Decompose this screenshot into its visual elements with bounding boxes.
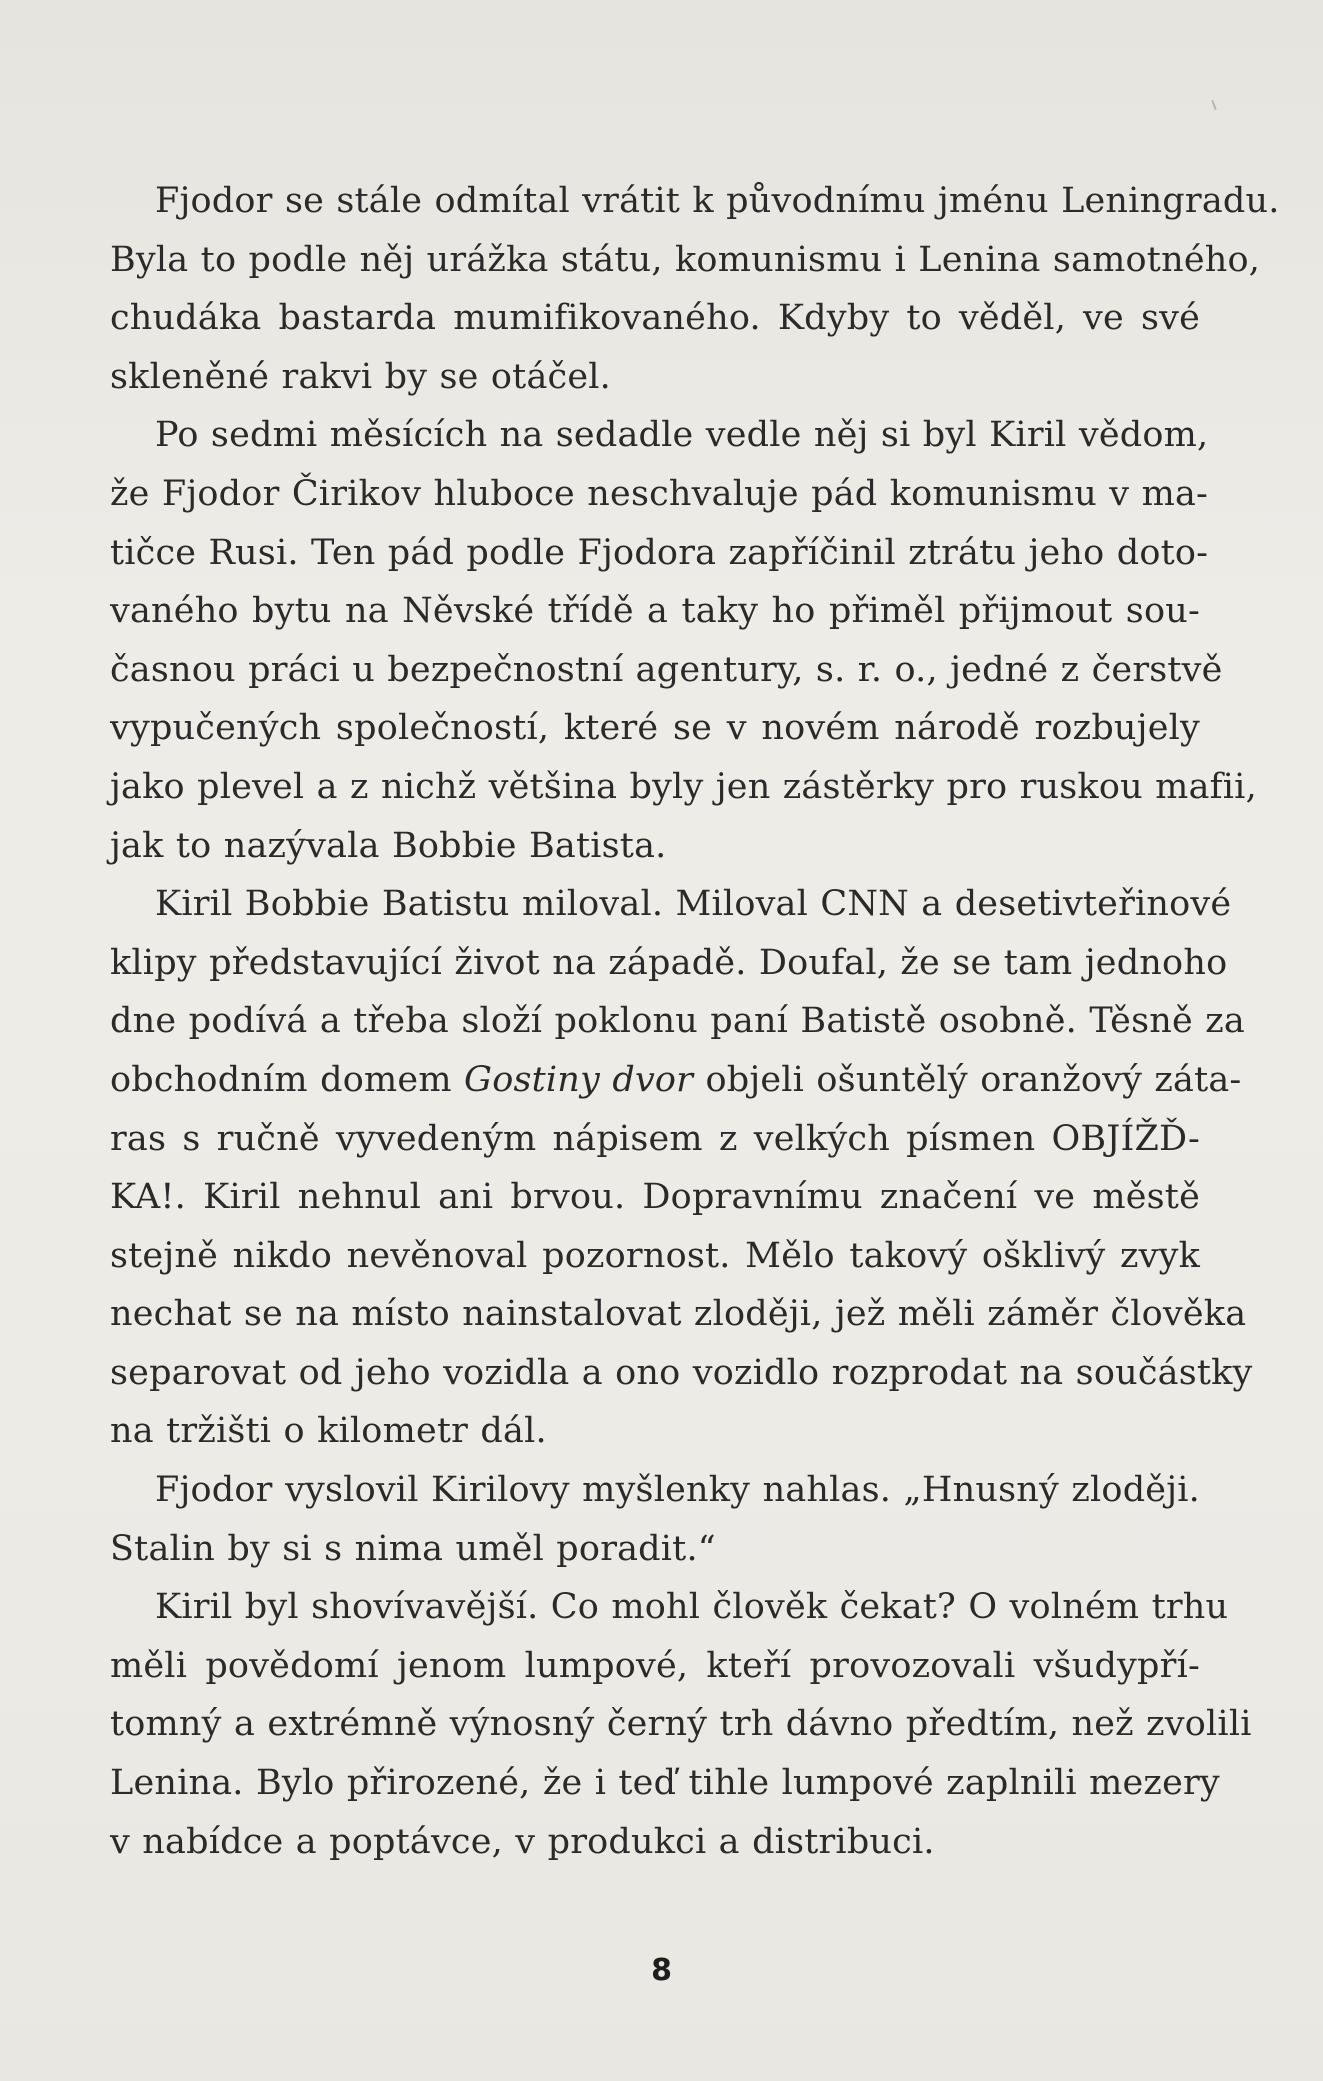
paragraph [110, 1461, 1200, 1578]
paragraph [110, 172, 1280, 406]
text-line: klipy představující život na západě. Doufal, že se tam jednoho [110, 942, 1228, 983]
text-line [110, 1051, 1242, 1110]
page-number: 8 [651, 1953, 672, 1988]
text-line: vypučených společností, které se v novém národě rozbujely [110, 708, 1200, 749]
paragraph [110, 406, 1257, 875]
text-line: tomný a extrémně výnosný černý trh dávno předtím, než zvolili [110, 1704, 1252, 1745]
book-page-text [110, 172, 1280, 1871]
text-line: Kiril byl shovívavější. Co mohl člověk čekat? O volném trhu [155, 1587, 1229, 1628]
text-line: Kiril Bobbie Batistu miloval. Miloval CNN a desetivteřinové [155, 884, 1232, 925]
text-line: na tržišti o kilometr dál. [110, 1411, 547, 1452]
paper-speck [1211, 100, 1216, 110]
text-line: že Fjodor Čirikov hluboce neschvaluje pád komunismu v ma- [110, 473, 1209, 514]
paragraph [110, 1578, 1252, 1871]
text-line: Fjodor vyslovil Kirilovy myšlenky nahlas. „Hnusný zloději. [155, 1470, 1200, 1511]
text-line: časnou práci u bezpečnostní agentury, s. r. o., jedné z čerstvě [110, 649, 1223, 690]
text-line: nechat se na místo nainstalovat zloději, jež měli záměr člověka [110, 1294, 1247, 1335]
text-line: Fjodor se stále odmítal vrátit k původnímu jménu Leningradu. [155, 181, 1280, 221]
text-line: v nabídce a poptávce, v produkci a distribuci. [110, 1821, 935, 1862]
italic-text: Gostiny dvor [464, 1059, 694, 1100]
text-segment: objeli ošuntělý oranžový záta- [693, 1059, 1242, 1100]
text-line: Byla to podle něj urážka státu, komunismu i Lenina samotného, [110, 239, 1261, 280]
text-line: ras s ručně vyvedeným nápisem z velkých písmen OBJÍŽĎ- [110, 1118, 1200, 1159]
text-line: dne podívá a třeba složí poklonu paní Batistě osobně. Těsně za [110, 1001, 1245, 1042]
text-line: Lenina. Bylo přirozené, že i teď tihle lumpové zaplnili mezery [110, 1763, 1220, 1804]
text-line: měli povědomí jenom lumpové, kteří provozovali všudypří- [110, 1645, 1200, 1686]
text-line: KA!. Kiril nehnul ani brvou. Dopravnímu značení ve městě [110, 1177, 1200, 1218]
text-line: skleněné rakvi by se otáčel. [110, 356, 611, 397]
paragraph [110, 875, 1253, 1461]
text-line: separovat od jeho vozidla a ono vozidlo rozprodat na součástky [110, 1352, 1253, 1393]
text-line: Po sedmi měsících na sedadle vedle něj si byl Kiril vědom, [155, 415, 1209, 456]
text-line: tičce Rusi. Ten pád podle Fjodora zapříčinil ztrátu jeho doto- [110, 532, 1209, 573]
text-line: Stalin by si s nima uměl poradit.“ [110, 1528, 716, 1569]
text-line: vaného bytu na Něvské třídě a taky ho přiměl přijmout sou- [110, 591, 1200, 632]
text-line: chudáka bastarda mumifikovaného. Kdyby to věděl, ve své [110, 298, 1200, 339]
text-line: jako plevel a z nichž většina byly jen zástěrky pro ruskou mafii, [110, 766, 1257, 807]
text-segment: obchodním domem [110, 1059, 465, 1100]
text-line: jak to nazývala Bobbie Batista. [110, 825, 667, 866]
text-line: stejně nikdo nevěnoval pozornost. Mělo takový ošklivý zvyk [110, 1235, 1200, 1276]
